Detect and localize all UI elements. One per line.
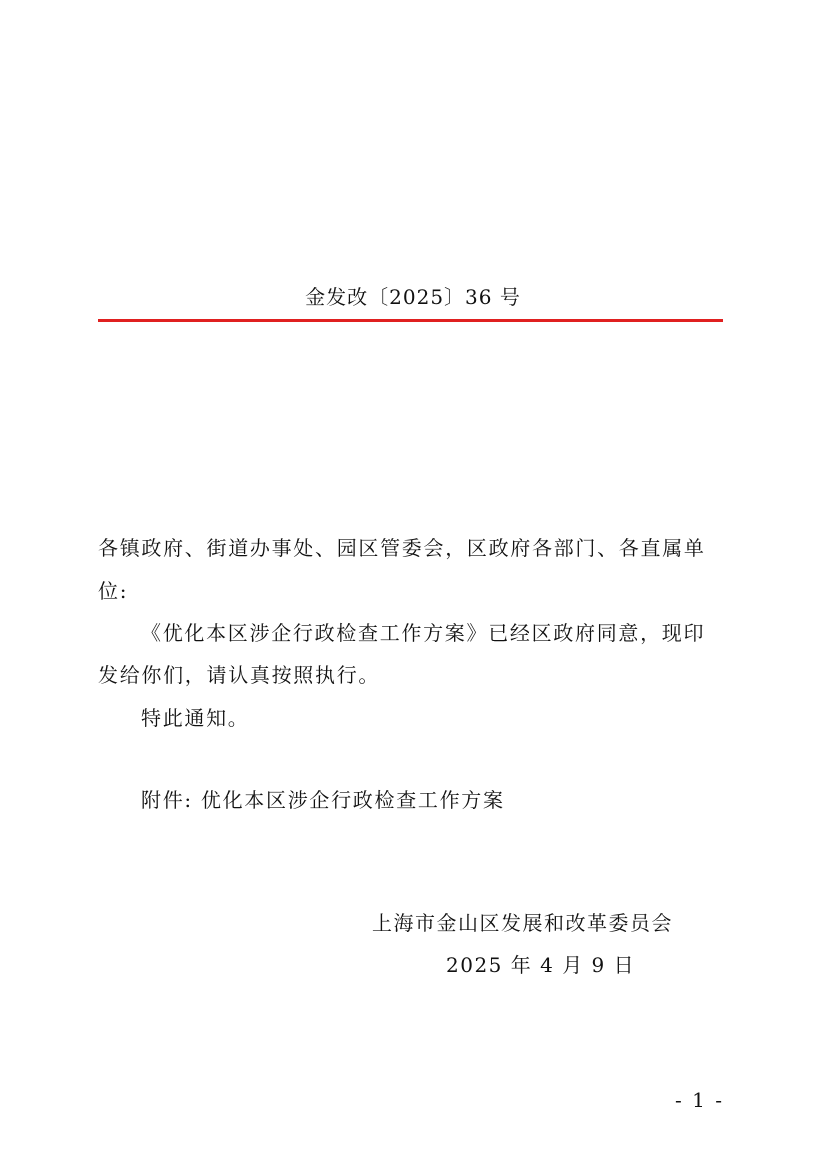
addressee-line-1: 各镇政府、街道办事处、园区管委会，区政府各部门、各直属单 xyxy=(98,536,706,560)
notice-paragraph-line-1: 《优化本区涉企行政检查工作方案》已经区政府同意，现印 xyxy=(141,621,706,645)
issue-date: 2025 年 4 月 9 日 xyxy=(446,953,636,977)
notice-paragraph-line-2: 发给你们，请认真按照执行。 xyxy=(98,663,381,687)
page-number: - 1 - xyxy=(675,1088,724,1112)
document-number: 金发改〔2025〕36 号 xyxy=(305,285,521,309)
closing-phrase: 特此通知。 xyxy=(141,706,250,730)
addressee-line-2: 位: xyxy=(98,579,129,603)
attachment-line: 附件: 优化本区涉企行政检查工作方案 xyxy=(141,788,505,812)
issuing-organization: 上海市金山区发展和改革委员会 xyxy=(372,911,673,935)
red-header-rule xyxy=(98,319,723,322)
